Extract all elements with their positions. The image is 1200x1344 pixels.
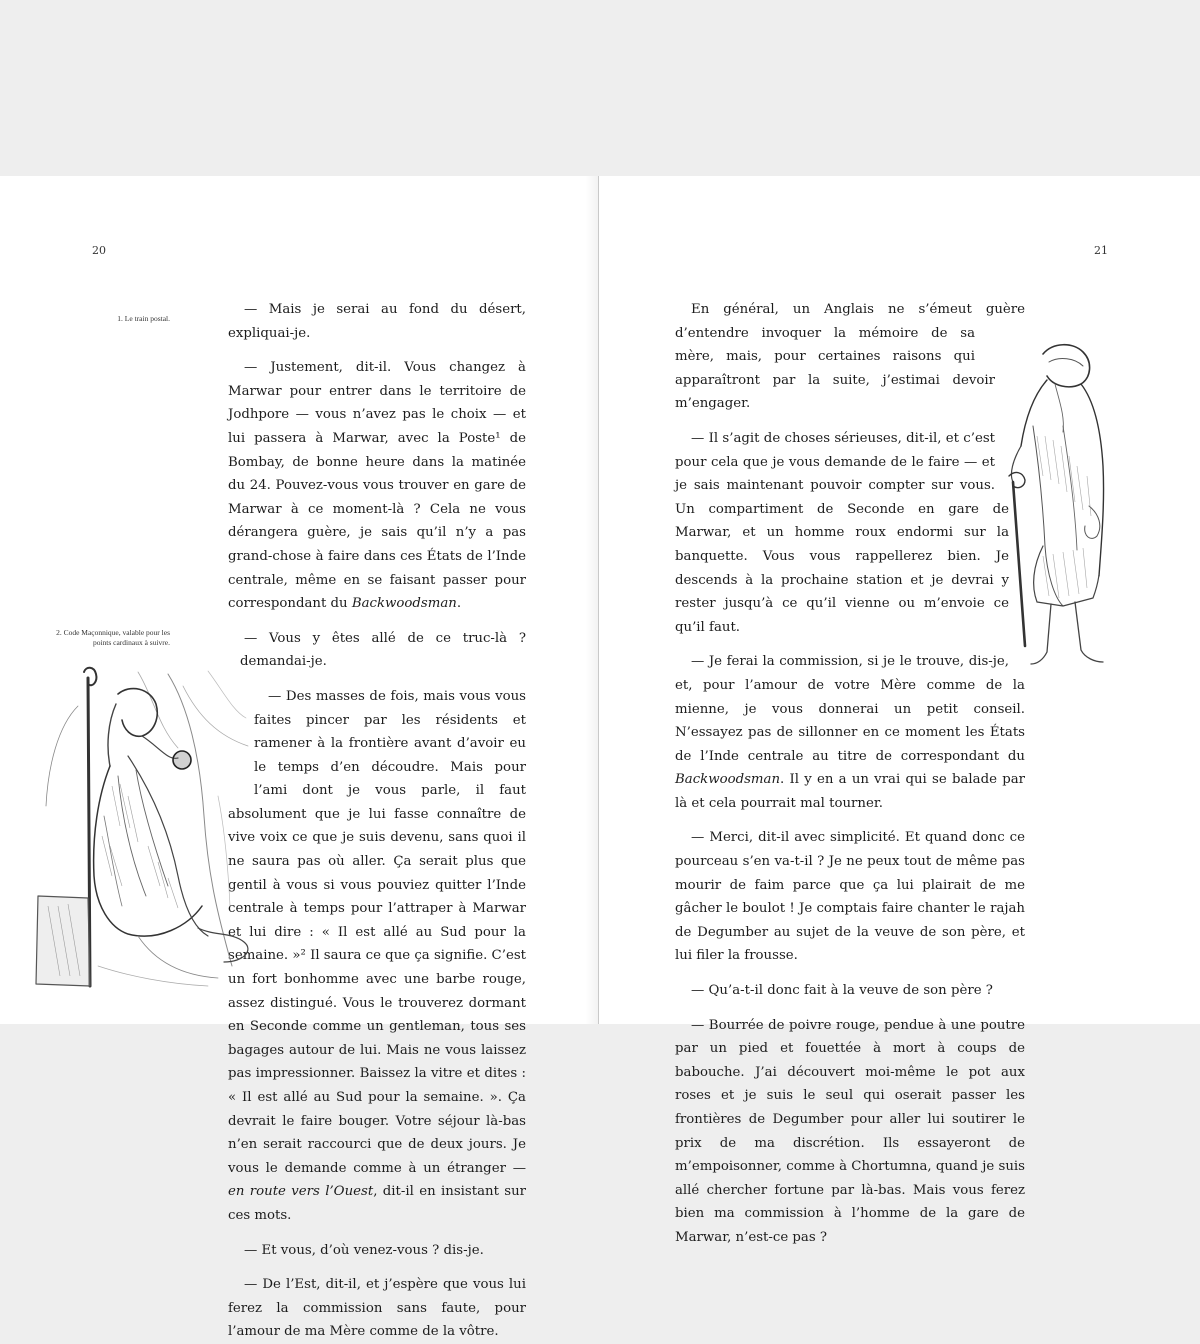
- right-page-text: [675, 298, 1025, 1250]
- standing-figure-illustration: [1003, 336, 1113, 671]
- right-page-paragraph: — Bourrée de poivre rouge, pendue à une poutre par un pied et fouettée à mort à coups de babouche. J’ai découvert moi-même le pot aux roses et je suis le seul qui oserait passer les frontières de Degumber pour aller lui soutirer le prix de ma discrétion. Ils essayeront de m’empoisonner, comme à Chortumna, quand je suis allé chercher fortune par là-bas. Mais vous ferez bien ma commission à l’homme de la gare de Marwar, n’est-ce pas ?: [675, 1017, 1025, 1245]
- left-page-paragraph: — Vous y êtes allé de ce truc-là ? demandai-je.: [240, 630, 526, 670]
- left-page-paragraph: — Justement, dit-il. Vous changez à Marwar pour entrer dans le territoire de Jodhpore — vous n’avez pas le choix — et lui passera à Marwar, avec la Poste¹ de Bombay, de bonne heure dans la matinée du 24. Pouvez-vous vous trouver en gare de Marwar à ce moment-là ? Cela ne vous dérangera guère, je sais qu’il n’y a pas grand-chose à faire dans ces États de l’Inde centrale, même en se faisant passer pour correspondant du Backwoodsman.: [228, 360, 526, 612]
- right-page-paragraph: — Il s’agit de choses sérieuses, dit-il, et c’est pour cela que je vous demande de le faire — et je sais maintenant pouvoir compter sur vous. Un compartiment de Seconde en gare de Marwar, et un homme roux endormi sur la banquette. Vous vous rappellerez bien. Je descends à la prochaine station et je devrai y rester jusqu’à ce qu’il vienne ou m’envoie ce qu’il faut.: [675, 430, 1009, 635]
- seated-figure-illustration: [18, 666, 273, 996]
- footnote-2: 2. Code Maçonnique, valable pour les points cardinaux à suivre.: [56, 628, 170, 647]
- right-page-paragraph: — Qu’a-t-il donc fait à la veuve de son père ?: [691, 983, 993, 999]
- page-number-right: 21: [1094, 244, 1108, 257]
- page-number-left: 20: [92, 244, 106, 257]
- left-page-paragraph: — Et vous, d’où venez-vous ? dis-je.: [244, 1242, 484, 1258]
- left-page-paragraph: — Des masses de fois, mais vous vous faites pincer par les résidents et ramener à la frontière avant d’avoir eu le temps d’en découdre. Mais pour l’ami dont je vous parle, il faut absolument que je lui fasse connaître de vive voix ce que je suis devenu, sans quoi il ne saura pas où aller. Ça serait plus que gentil à vous si vous pouviez quitter l’Inde centrale à temps pour l’attraper à Marwar et lui dire : « Il est allé au Sud pour la semaine. »² Il saura ce que ça signifie. C’est un fort bonhomme avec une barbe rouge, assez distingué. Vous le trouverez dormant en Seconde comme un gentleman, tous ses bagages autour de lui. Mais ne vous laissez pas impressionner. Baissez la vitre et dites : « Il est allé au Sud pour la semaine. ». Ça devrait le faire bouger. Votre séjour là-bas n’en serait raccourci que de deux jours. Je vous le demande comme à un étranger — en route vers l’Ouest, dit-il en insistant sur ces mots.: [228, 688, 527, 1223]
- footnote-1: 1. Le train postal.: [117, 314, 170, 323]
- right-page-paragraph: — Je ferai la commission, si je le trouve, dis-je, et, pour l’amour de votre Mère comme de la mienne, je vous donnerai un petit conseil. N’essayez pas de sillonner en ce moment les États de l’Inde centrale au titre de correspondant du Backwoodsman. Il y en a un vrai qui se balade par là et cela pourrait mal tourner.: [675, 654, 1025, 811]
- left-page-paragraph: — De l’Est, dit-il, et j’espère que vous lui ferez la commission sans faute, pour l’amour de ma Mère comme de la vôtre.: [228, 1277, 526, 1340]
- gutter-shadow: [585, 176, 598, 1024]
- book-spread: [0, 176, 1200, 1340]
- left-page-paragraph: — Mais je serai au fond du désert, expliquai-je.: [228, 302, 526, 341]
- right-page-paragraph: — Merci, dit-il avec simplicité. Et quand donc ce pourceau s’en va-t-il ? Je ne peux tout de même pas mourir de faim parce que ça lui plairait de me gâcher le boulot ! Je comptais faire chanter le rajah de Degumber au sujet de la veuve de son père, et lui filer la frousse.: [675, 830, 1025, 964]
- right-page-paragraph: En général, un Anglais ne s’émeut guère d’entendre invoquer la mémoire de sa mère, mais, pour certaines raisons qui apparaîtront par la suite, j’estimai devoir m’engager.: [675, 302, 1025, 412]
- book-gutter: [598, 176, 599, 1024]
